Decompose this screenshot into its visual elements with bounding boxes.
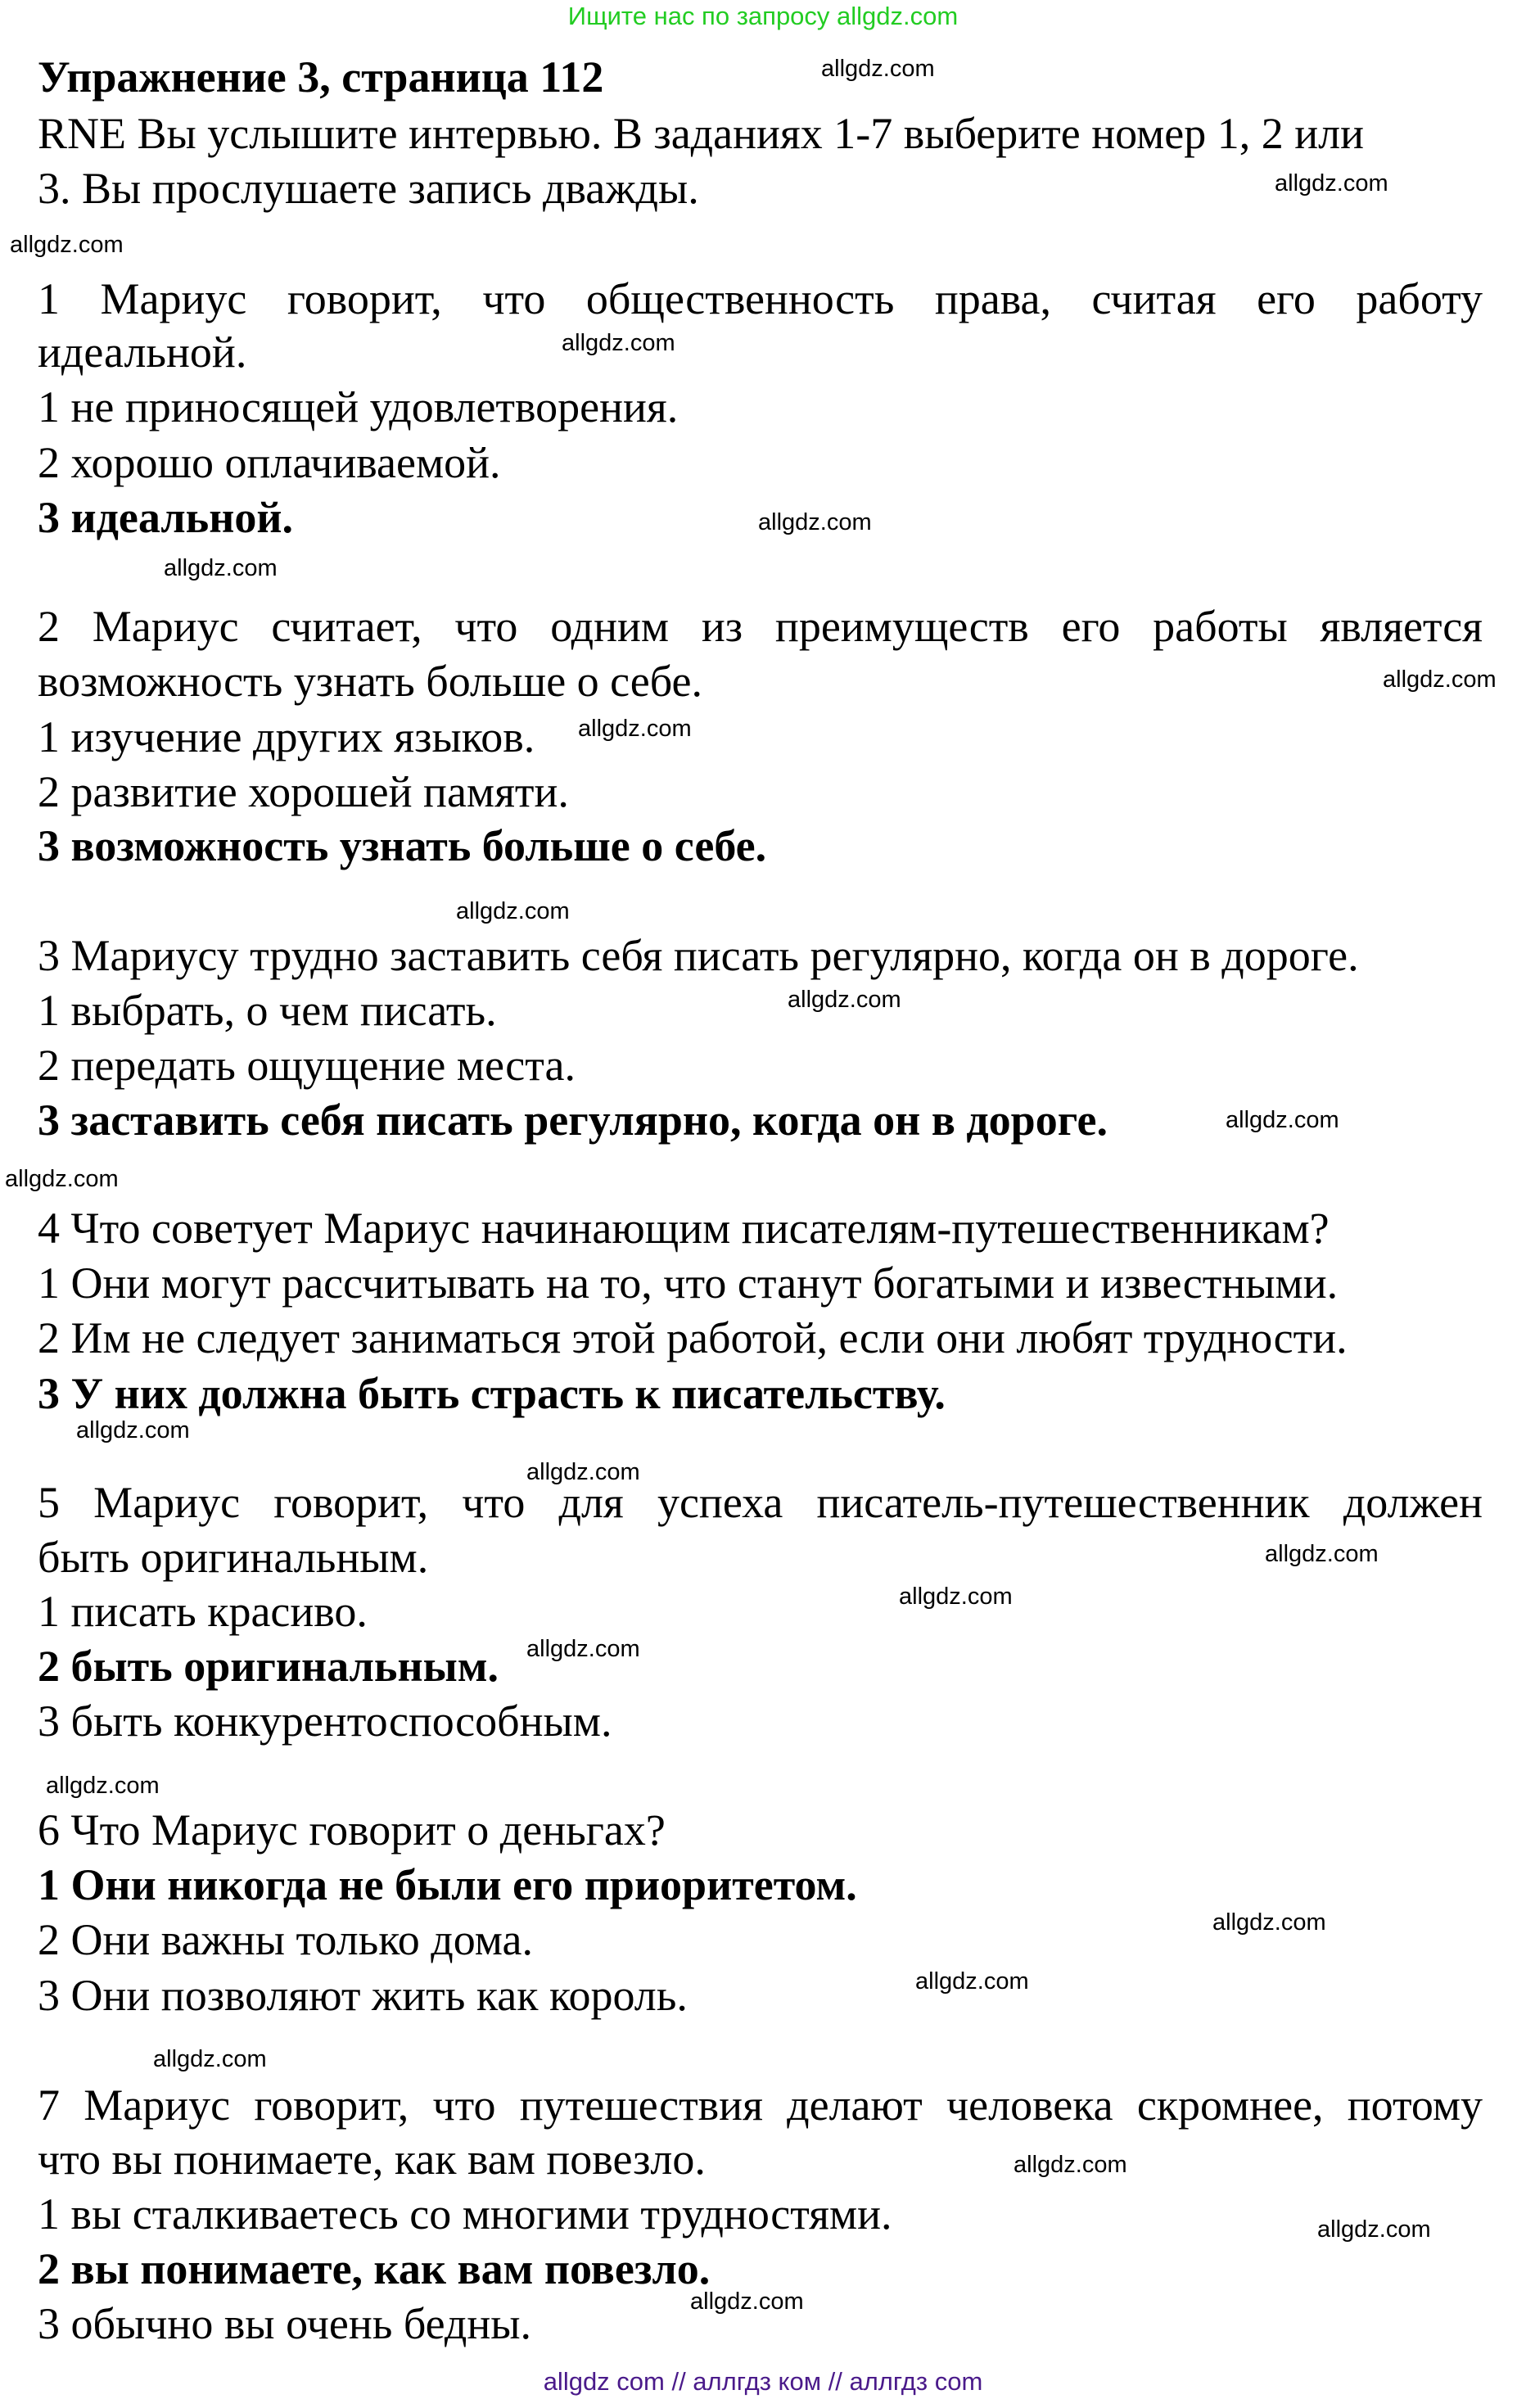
watermark: allgdz.com bbox=[915, 1968, 1029, 1995]
watermark: allgdz.com bbox=[1275, 170, 1388, 197]
watermark: allgdz.com bbox=[164, 555, 278, 581]
question-7-option-1: 1 вы сталкиваетесь со многими трудностями. bbox=[38, 2189, 892, 2239]
watermark: allgdz.com bbox=[562, 330, 675, 356]
question-6-option-2: 2 Они важны только дома. bbox=[38, 1915, 533, 1964]
question-5-text: 5 Мариус говорит, что для успеха писатель-путешественник должен bbox=[38, 1478, 1483, 1527]
watermark: allgdz.com bbox=[821, 56, 935, 82]
footer-links: allgdz com // аллгдз ком // аллгдз com bbox=[543, 2367, 983, 2396]
watermark: allgdz.com bbox=[153, 2046, 267, 2072]
watermark: allgdz.com bbox=[526, 1636, 640, 1662]
watermark: allgdz.com bbox=[10, 232, 124, 258]
question-7-option-3: 3 обычно вы очень бедны. bbox=[38, 2299, 532, 2348]
question-3-option-1: 1 выбрать, о чем писать. bbox=[38, 986, 497, 1035]
watermark: allgdz.com bbox=[526, 1459, 640, 1485]
watermark: allgdz.com bbox=[1014, 2152, 1127, 2178]
watermark: allgdz.com bbox=[578, 716, 692, 742]
question-7-text-cont: что вы понимаете, как вам повезло. bbox=[38, 2135, 706, 2184]
watermark: allgdz.com bbox=[788, 987, 901, 1013]
question-4-option-2: 2 Им не следует заниматься этой работой, если они любят трудности. bbox=[38, 1313, 1348, 1362]
watermark: allgdz.com bbox=[758, 509, 872, 535]
question-6-option-3: 3 Они позволяют жить как король. bbox=[38, 1971, 688, 2020]
watermark: allgdz.com bbox=[76, 1417, 190, 1443]
watermark: allgdz.com bbox=[899, 1583, 1013, 1610]
question-5-option-1: 1 писать красиво. bbox=[38, 1587, 368, 1636]
question-5-text-cont: быть оригинальным. bbox=[38, 1533, 429, 1582]
watermark: allgdz.com bbox=[1383, 666, 1497, 693]
watermark: allgdz.com bbox=[1317, 2216, 1431, 2243]
question-1-text: 1 Мариус говорит, что общественность права, считая его работу bbox=[38, 274, 1483, 323]
watermark: allgdz.com bbox=[1226, 1107, 1339, 1133]
search-banner: Ищите нас по запросу allgdz.com bbox=[567, 2, 959, 30]
question-5-answer: 2 быть оригинальным. bbox=[38, 1642, 499, 1691]
question-6-text: 6 Что Мариус говорит о деньгах? bbox=[38, 1805, 666, 1855]
question-5-option-3: 3 быть конкурентоспособным. bbox=[38, 1696, 612, 1746]
watermark: allgdz.com bbox=[456, 898, 570, 924]
question-3-option-2: 2 передать ощущение места. bbox=[38, 1041, 576, 1090]
question-1-option-2: 2 хорошо оплачиваемой. bbox=[38, 438, 501, 487]
watermark: allgdz.com bbox=[1212, 1909, 1326, 1936]
question-2-text: 2 Мариус считает, что одним из преимуществ его работы является bbox=[38, 602, 1483, 651]
question-4-option-1: 1 Они могут рассчитывать на то, что станут богатыми и известными. bbox=[38, 1258, 1339, 1308]
question-1-text-cont: идеальной. bbox=[38, 328, 247, 377]
page-title: Упражнение 3, страница 112 bbox=[38, 52, 604, 102]
question-7-text: 7 Мариус говорит, что путешествия делают человека скромнее, потому bbox=[38, 2080, 1483, 2130]
question-2-option-1: 1 изучение других языков. bbox=[38, 712, 535, 761]
question-2-text-cont: возможность узнать больше о себе. bbox=[38, 657, 703, 706]
question-1-answer: 3 идеальной. bbox=[38, 493, 293, 542]
instructions-line-2: 3. Вы прослушаете запись дважды. bbox=[38, 164, 699, 213]
watermark: allgdz.com bbox=[5, 1166, 119, 1192]
watermark: allgdz.com bbox=[690, 2288, 804, 2315]
watermark: allgdz.com bbox=[46, 1773, 160, 1799]
instructions-line-1: RNE Вы услышите интервью. В заданиях 1-7 выберите номер 1, 2 или bbox=[38, 109, 1364, 158]
question-3-text: 3 Мариусу трудно заставить себя писать регулярно, когда он в дороге. bbox=[38, 931, 1359, 980]
question-2-answer: 3 возможность узнать больше о себе. bbox=[38, 821, 767, 870]
watermark: allgdz.com bbox=[1265, 1541, 1379, 1567]
question-1-option-1: 1 не приносящей удовлетворения. bbox=[38, 382, 679, 431]
question-7-answer: 2 вы понимаете, как вам повезло. bbox=[38, 2244, 711, 2293]
question-6-answer: 1 Они никогда не были его приоритетом. bbox=[38, 1860, 857, 1909]
question-4-answer: 3 У них должна быть страсть к писательству. bbox=[38, 1369, 946, 1418]
question-4-text: 4 Что советует Мариус начинающим писателям-путешественникам? bbox=[38, 1204, 1330, 1253]
question-2-option-2: 2 развитие хорошей памяти. bbox=[38, 767, 569, 816]
question-3-answer: 3 заставить себя писать регулярно, когда он в дороге. bbox=[38, 1096, 1108, 1145]
